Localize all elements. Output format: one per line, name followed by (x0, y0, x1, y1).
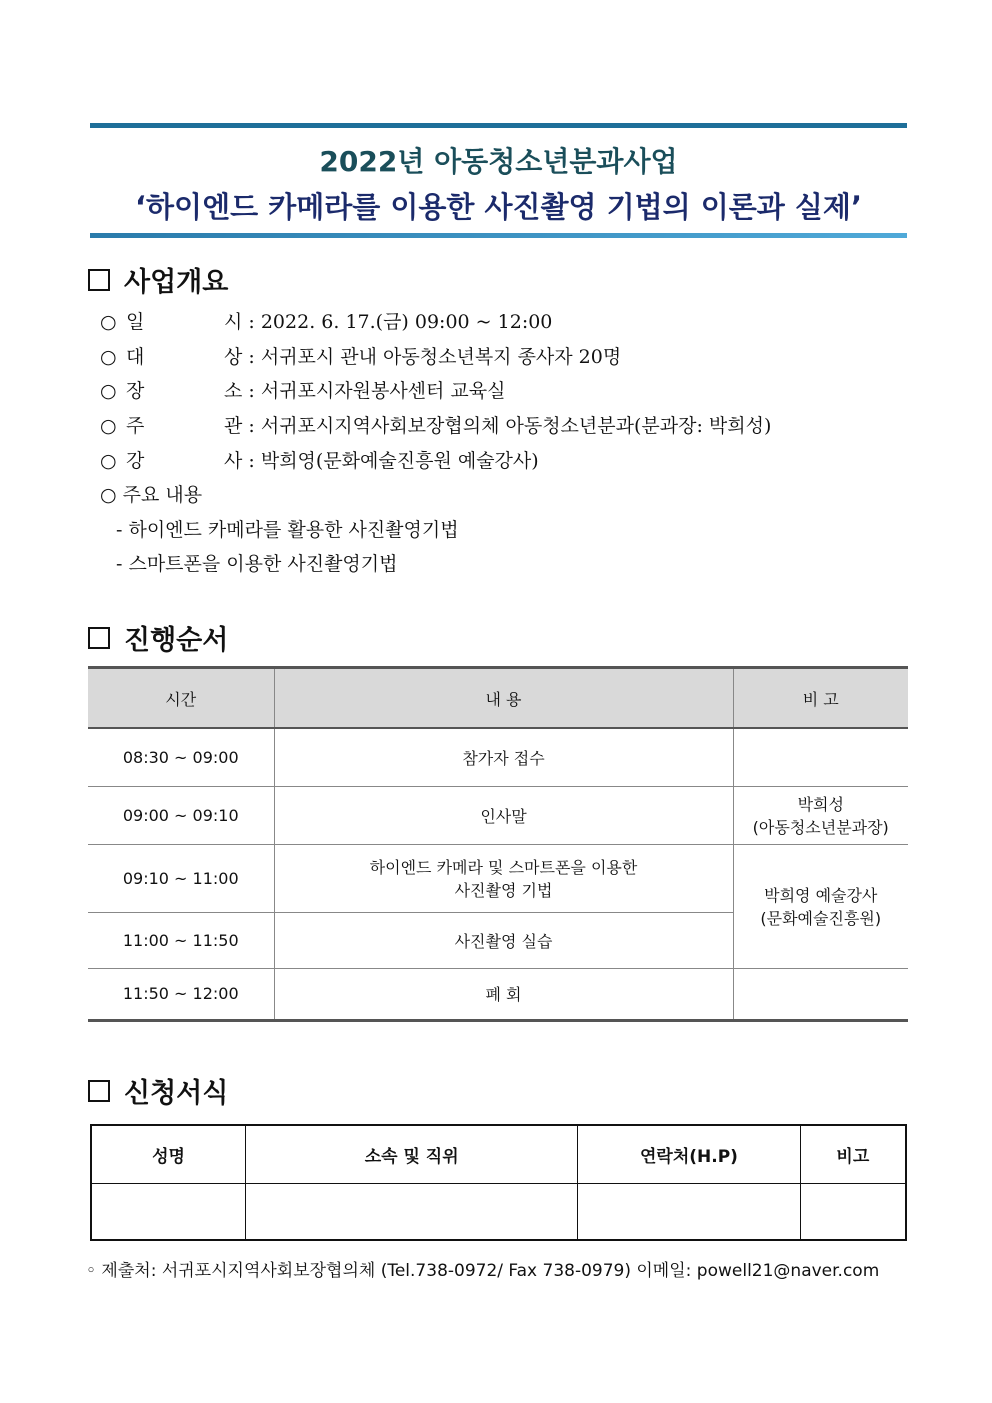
schedule-time: 11:00 ~ 11:50 (88, 912, 274, 968)
application-header-row (91, 1125, 906, 1184)
overview-item-place: ○ 장 소 : 서귀포시자원봉사센터 교육실 (100, 380, 506, 402)
schedule-content: 인사말 (274, 786, 733, 844)
title-top-rule (90, 123, 907, 128)
application-header-name: 성명 (91, 1125, 246, 1184)
application-header-note: 비고 (800, 1125, 906, 1184)
schedule-content: 하이엔드 카메라 및 스마트폰을 이용한 사진촬영 기법 (274, 844, 733, 912)
schedule-time: 11:50 ~ 12:00 (88, 968, 274, 1020)
schedule-note: 박희성 (아동청소년분과장) (733, 786, 908, 844)
application-contact-cell[interactable] (578, 1184, 801, 1241)
title-line-2: ‘하이엔드 카메라를 이용한 사진촬영 기법의 이론과 실제’ (135, 190, 862, 224)
schedule-header-note: 비 고 (733, 668, 908, 729)
schedule-time: 09:00 ~ 09:10 (88, 786, 274, 844)
table-row (88, 728, 908, 786)
section-overview-heading: 사업개요 (88, 260, 228, 299)
application-note-cell[interactable] (800, 1184, 906, 1241)
content-item-1: - 하이엔드 카메라를 활용한 사진촬영기법 (116, 519, 459, 541)
application-header-affiliation: 소속 및 직위 (246, 1125, 578, 1184)
overview-item-instructor: ○ 강 사 : 박희영(문화예술진흥원 예술강사) (100, 450, 539, 472)
schedule-header-row (88, 668, 908, 729)
schedule-content: 폐 회 (274, 968, 733, 1020)
schedule-note (733, 728, 908, 786)
schedule-header-time: 시간 (88, 668, 274, 729)
overview-item-date: ○ 일 시 : 2022. 6. 17.(금) 09:00 ~ 12:00 (100, 311, 553, 333)
application-header-contact: 연락처(H.P) (578, 1125, 801, 1184)
application-entry-row (91, 1184, 906, 1241)
table-row (88, 968, 908, 1020)
schedule-content: 참가자 접수 (274, 728, 733, 786)
section-application-heading: 신청서식 (88, 1071, 228, 1110)
application-affiliation-cell[interactable] (246, 1184, 578, 1241)
schedule-note: 박희영 예술강사 (문화예술진흥원) (733, 844, 908, 968)
overview-content-label: ○ 주요 내용 (100, 484, 203, 506)
application-form-table (90, 1124, 907, 1241)
schedule-time: 09:10 ~ 11:00 (88, 844, 274, 912)
square-bullet-icon (88, 627, 110, 649)
table-row (88, 786, 908, 844)
application-name-cell[interactable] (91, 1184, 246, 1241)
schedule-header-content: 내 용 (274, 668, 733, 729)
schedule-time: 08:30 ~ 09:00 (88, 728, 274, 786)
square-bullet-icon (88, 1080, 110, 1102)
table-row (88, 844, 908, 912)
submission-info: ◦ 제출처: 서귀포시지역사회보장협의체 (Tel.738-0972/ Fax 738-0979) 이메일: powell21@naver.com (86, 1261, 880, 1281)
overview-item-host: ○ 주 관 : 서귀포시지역사회보장협의체 아동청소년분과(분과장: 박희성) (100, 415, 772, 437)
schedule-content: 사진촬영 실습 (274, 912, 733, 968)
schedule-table (88, 666, 908, 1022)
square-bullet-icon (88, 269, 110, 291)
title-bottom-rule (90, 233, 907, 238)
schedule-note (733, 968, 908, 1020)
content-item-2: - 스마트폰을 이용한 사진촬영기법 (116, 553, 398, 575)
title-line-1: 2022년 아동청소년분과사업 (319, 145, 678, 178)
section-schedule-heading: 진행순서 (88, 618, 228, 657)
overview-item-target: ○ 대 상 : 서귀포시 관내 아동청소년복지 종사자 20명 (100, 346, 622, 368)
